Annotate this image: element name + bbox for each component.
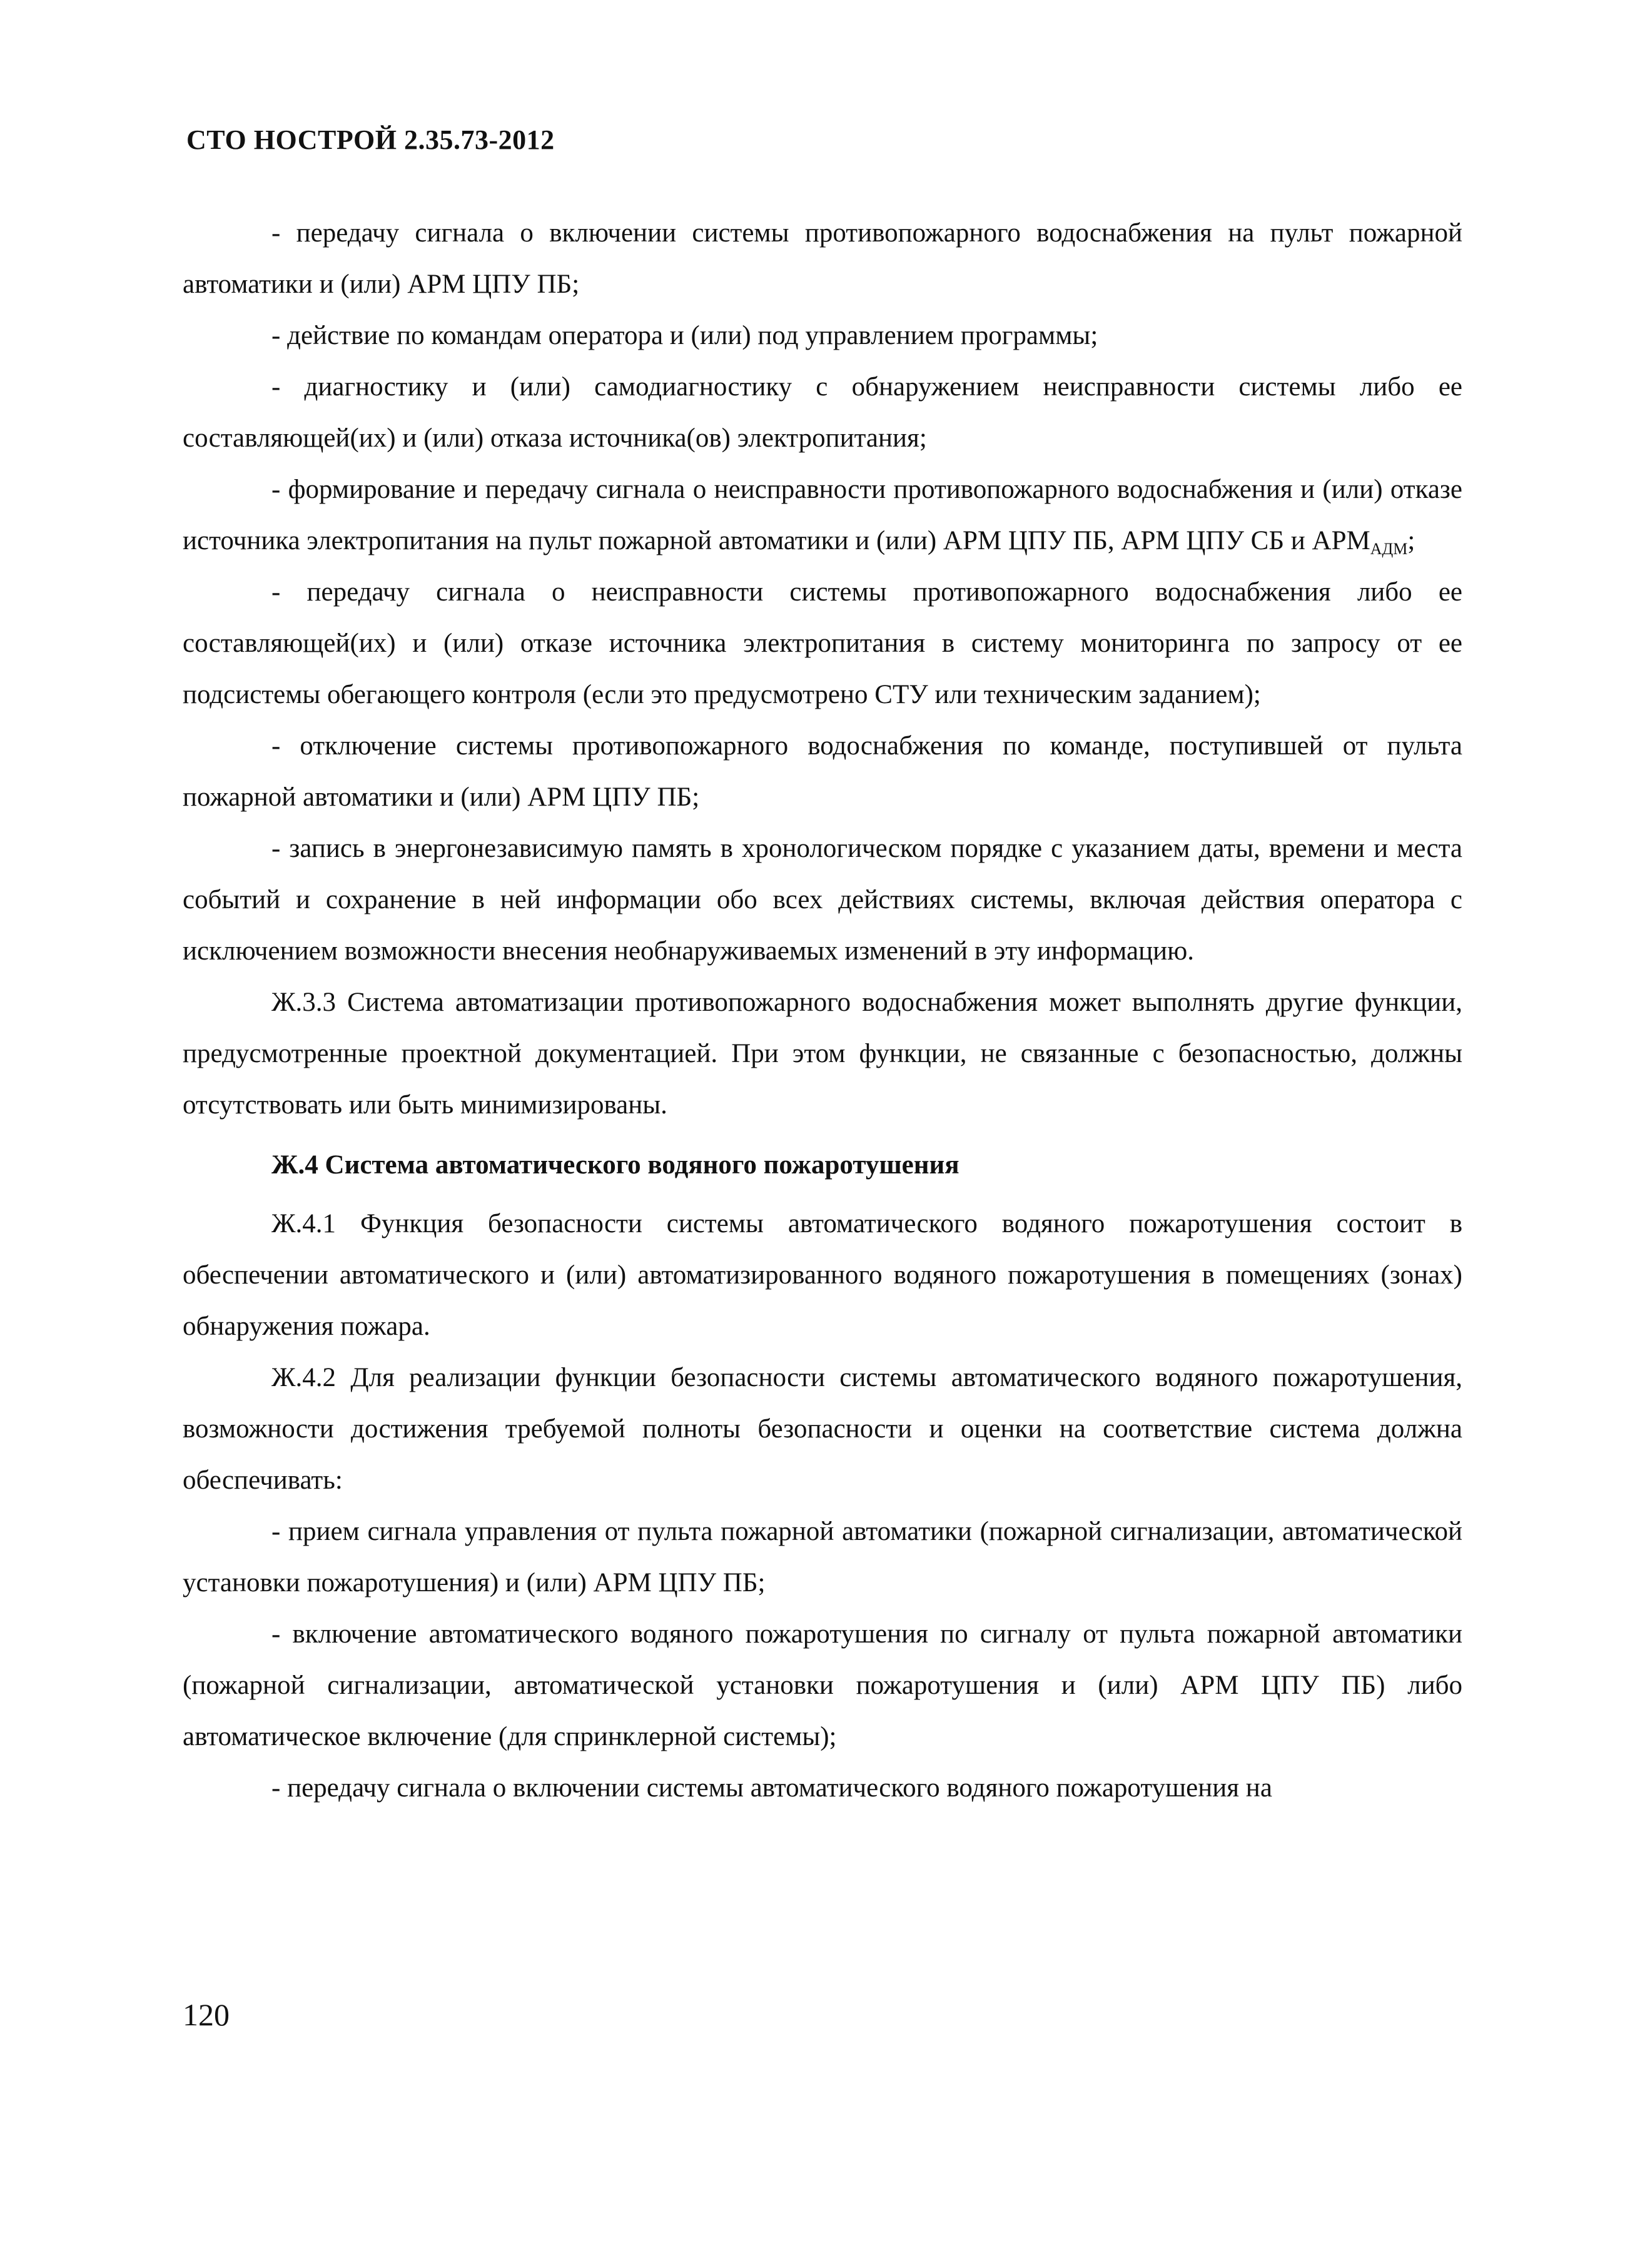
paragraph: - запись в энергонезависимую память в хронологическом порядке с указанием даты, времени и места событий и сохранение в ней информации обо всех действиях системы, включая действия оператора с исключением возможности внесения необнаруживаемых изменений в эту информацию. (183, 834, 1462, 966)
paragraph: - передачу сигнала о неисправности системы противопожарного водоснабжения либо ее составляющей(их) и (или) отказе источника электропитания в систему мониторинга по запросу от ее подсистемы обегающего контроля (если это предусмотрено СТУ или техническим заданием); (183, 577, 1462, 709)
paragraph-with-subscript (183, 464, 1462, 567)
paragraph: Ж.3.3 Система автоматизации противопожарного водоснабжения может выполнять другие функции, предусмотренные проектной документацией. При этом функции, не связанные с безопасностью, должны отсутствовать или быть минимизированы. (183, 988, 1462, 1120)
page-number: 120 (183, 1997, 230, 2032)
section-heading: Ж.4 Система автоматического водяного пожаротушения (271, 1150, 959, 1180)
paragraph: - прием сигнала управления от пульта пожарной автоматики (пожарной сигнализации, автоматической установки пожаротушения) и (или) АРМ ЦПУ ПБ; (183, 1517, 1462, 1597)
page-body (183, 208, 1462, 1814)
paragraph-text: - формирование и передачу сигнала о неисправности противопожарного водоснабжения и (или) отказе источника электропитания на пульт пожарной автоматики и (или) АРМ ЦПУ ПБ, АРМ ЦПУ СБ и АРМ (183, 475, 1462, 555)
paragraph: - передачу сигнала о включении системы противопожарного водоснабжения на пульт пожарной автоматики и (или) АРМ ЦПУ ПБ; (183, 218, 1462, 299)
paragraph: - действие по командам оператора и (или) под управлением программы; (271, 321, 1098, 350)
paragraph: - диагностику и (или) самодиагностику с обнаружением неисправности системы либо ее составляющей(их) и (или) отказа источника(ов) электропитания; (183, 372, 1462, 453)
paragraph-end: ; (1407, 526, 1415, 555)
paragraph: - включение автоматического водяного пожаротушения по сигналу от пульта пожарной автоматики (пожарной сигнализации, автоматической установки пожаротушения и (или) АРМ ЦПУ ПБ) либо автоматическое включение (для спринклерной системы); (183, 1619, 1462, 1751)
paragraph: - отключение системы противопожарного водоснабжения по команде, поступившей от пульта пожарной автоматики и (или) АРМ ЦПУ ПБ; (183, 731, 1462, 812)
paragraph: Ж.4.2 Для реализации функции безопасности системы автоматического водяного пожаротушения, возможности достижения требуемой полноты безопасности и оценки на соответствие система должна обеспечивать: (183, 1363, 1462, 1495)
paragraph: - передачу сигнала о включении системы автоматического водяного пожаротушения на (271, 1773, 1272, 1803)
paragraph: Ж.4.1 Функция безопасности системы автоматического водяного пожаротушения состоит в обеспечении автоматического и (или) автоматизированного водяного пожаротушения в помещениях (зонах) обнаружения пожара. (183, 1209, 1462, 1341)
document-code-header: СТО НОСТРОЙ 2.35.73-2012 (186, 124, 555, 155)
subscript-adm: АДМ (1370, 540, 1408, 558)
